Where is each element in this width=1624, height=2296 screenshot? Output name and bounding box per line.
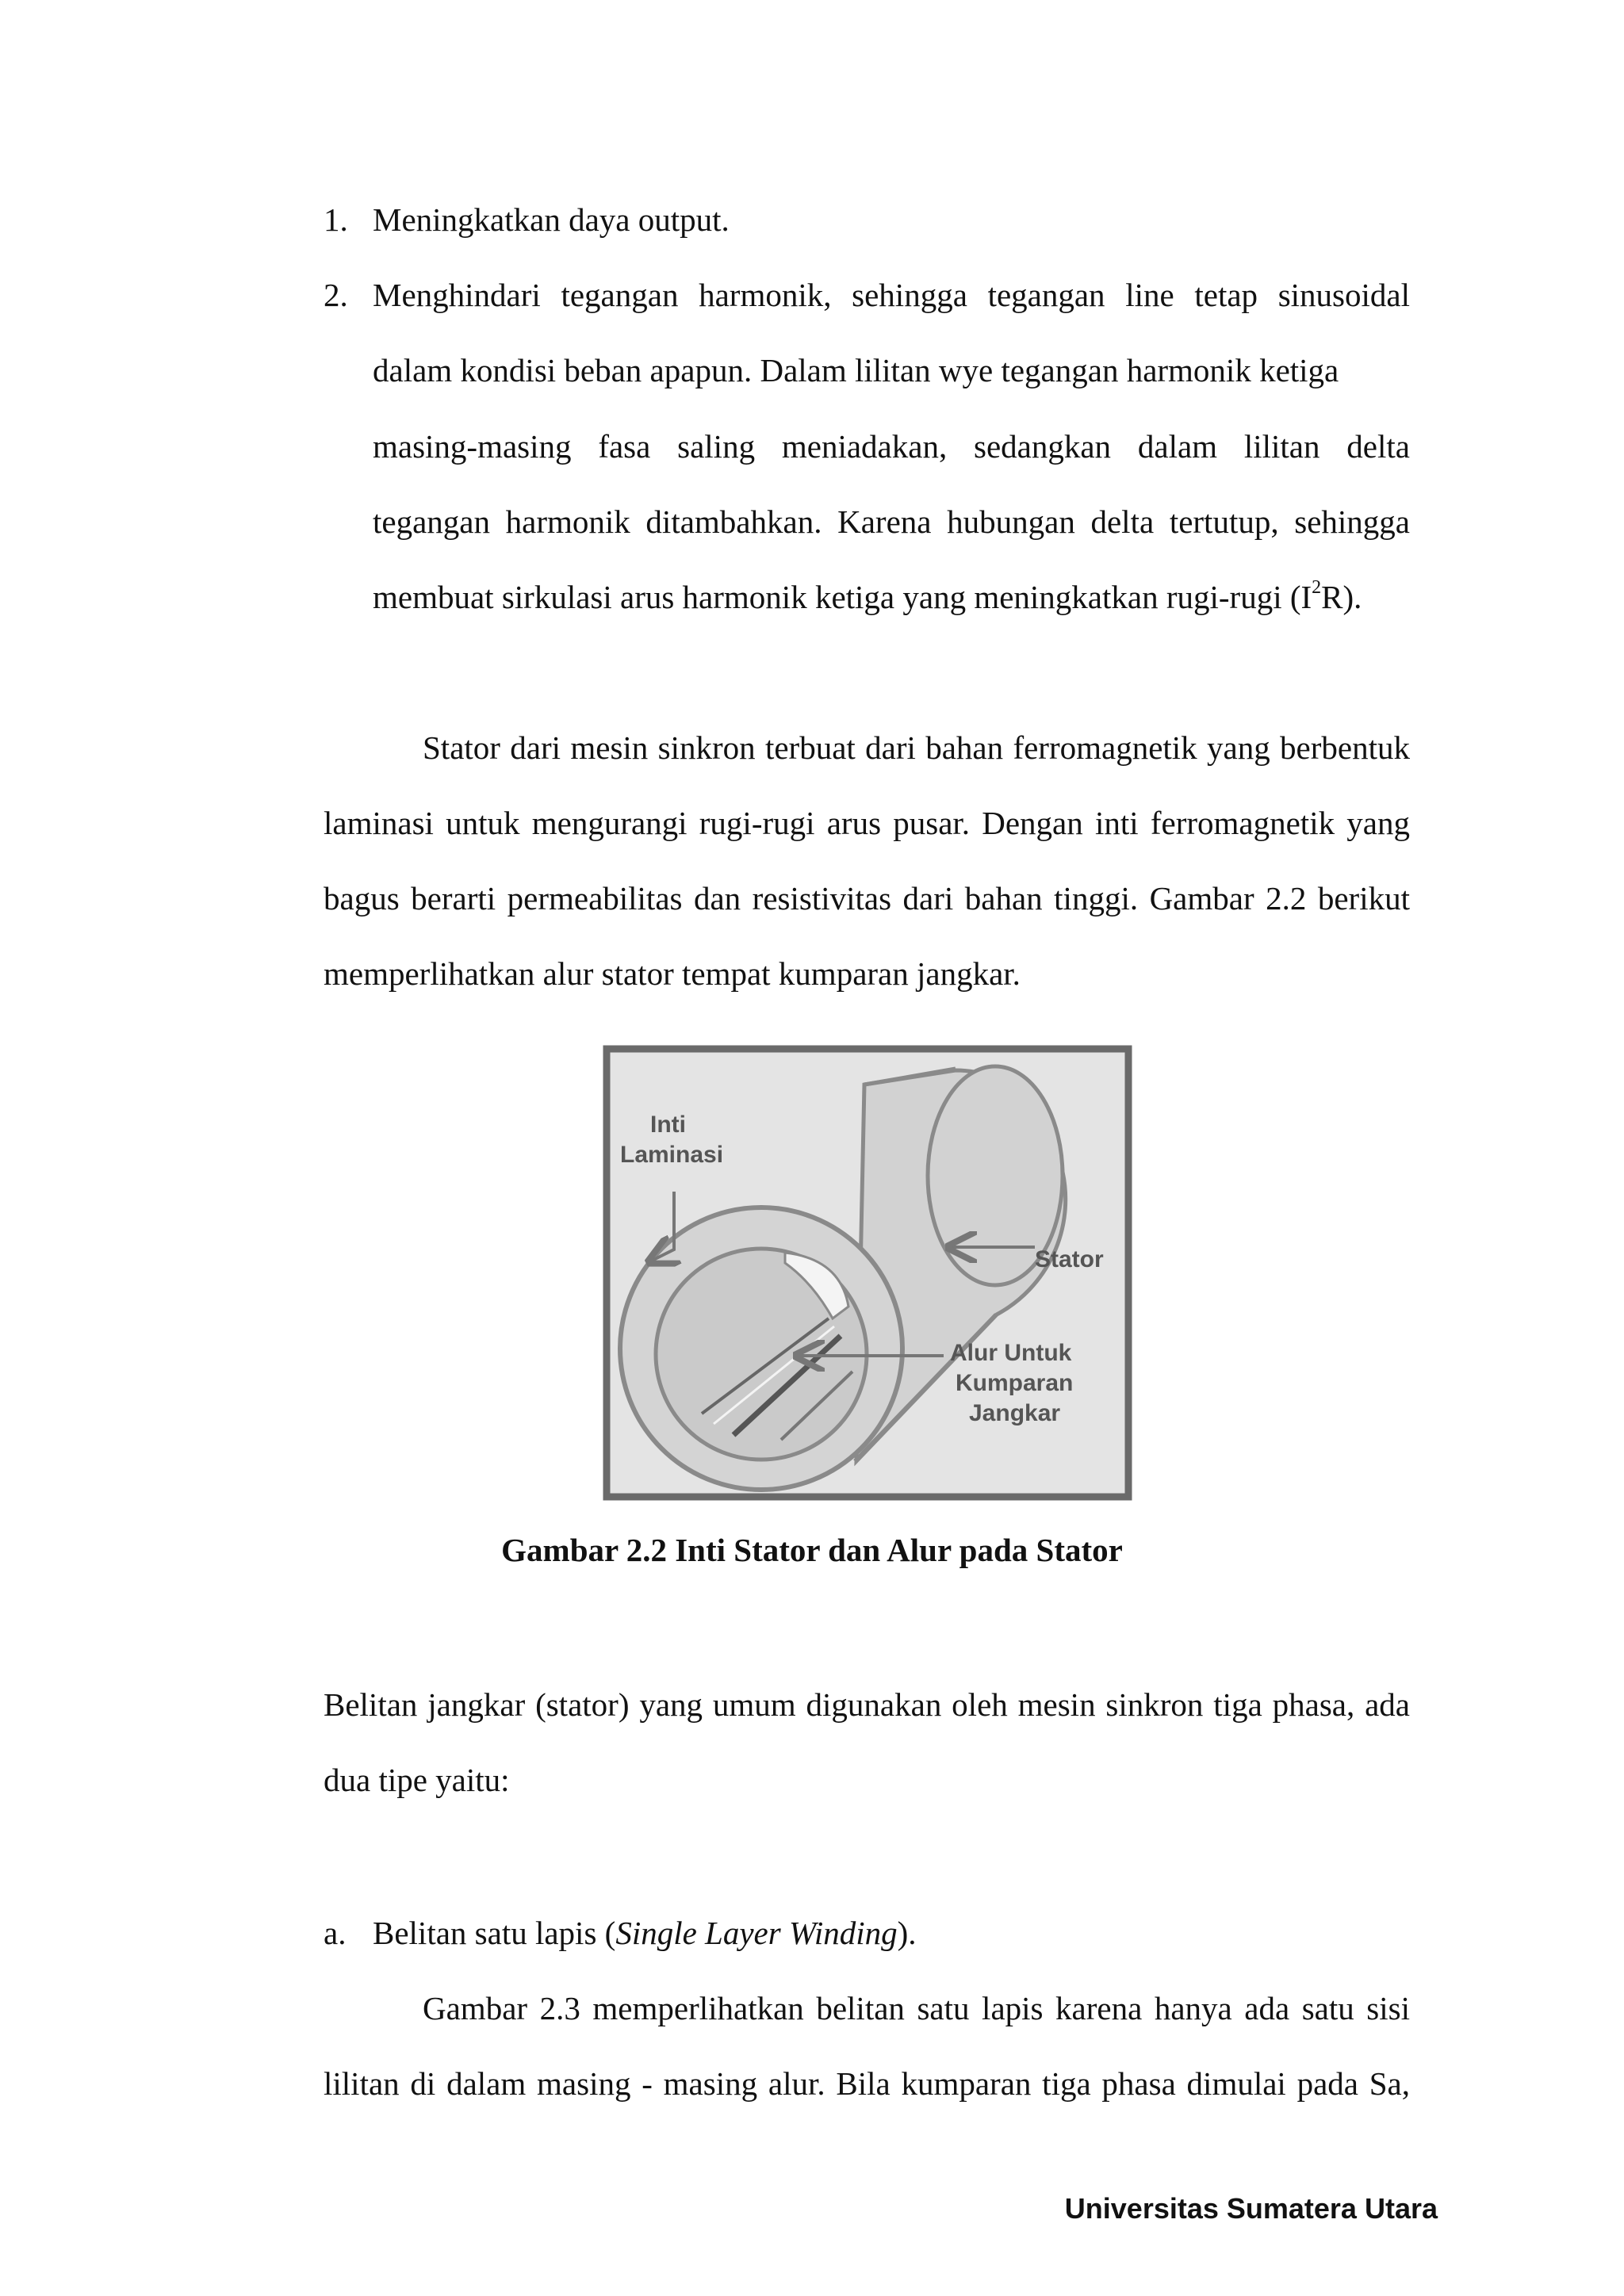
paragraph-1-line-2: laminasi untuk mengurangi rugi-rugi arus pusar. Dengan inti ferromagnetik yang bbox=[324, 805, 1410, 841]
list-marker-2: 2. bbox=[324, 277, 348, 313]
label-jangkar: Jangkar bbox=[969, 1400, 1061, 1426]
list-item-a-pre: Belitan satu lapis ( bbox=[373, 1915, 616, 1951]
list-marker-a: a. bbox=[324, 1915, 347, 1951]
label-stator: Stator bbox=[1035, 1246, 1104, 1272]
paragraph-3-line-2: lilitan di dalam masing - masing alur. Bila kumparan tiga phasa dimulai pada Sa, bbox=[324, 2065, 1410, 2102]
paragraph-1-line-1: Stator dari mesin sinkron terbuat dari bahan ferromagnetik yang berbentuk bbox=[423, 729, 1410, 766]
list-item-2-line-5-pre: membuat sirkulasi arus harmonik ketiga yang meningkatkan rugi-rugi (I bbox=[373, 579, 1312, 615]
list-item-a-post: ). bbox=[897, 1915, 917, 1951]
label-laminasi: Laminasi bbox=[620, 1142, 724, 1168]
paragraph-1-line-4: memperlihatkan alur stator tempat kumparan jangkar. bbox=[324, 955, 1021, 992]
list-item-2-line-2: dalam kondisi beban apapun. Dalam lilitan wye tegangan harmonik ketiga bbox=[373, 352, 1339, 388]
list-item-a-text bbox=[373, 1917, 917, 1950]
list-item-2-line-4: tegangan harmonik ditambahkan. Karena hubungan delta tertutup, sehingga bbox=[373, 503, 1410, 540]
label-inti: Inti bbox=[650, 1112, 686, 1138]
paragraph-3-line-1: Gambar 2.3 memperlihatkan belitan satu lapis karena hanya ada satu sisi bbox=[423, 1990, 1410, 2026]
superscript-two: 2 bbox=[1312, 577, 1322, 599]
label-kumparan: Kumparan bbox=[956, 1370, 1074, 1396]
label-alur-untuk: Alur Untuk bbox=[950, 1340, 1072, 1366]
paragraph-2-line-2: dua tipe yaitu: bbox=[324, 1762, 510, 1798]
figure-caption: Gambar 2.2 Inti Stator dan Alur pada Stator bbox=[501, 1532, 1123, 1568]
paragraph-1-line-3: bagus berarti permeabilitas dan resistivitas dari bahan tinggi. Gambar 2.2 berikut bbox=[324, 880, 1410, 916]
list-item-a-italic: Single Layer Winding bbox=[615, 1915, 898, 1951]
list-item-2-line-5 bbox=[373, 577, 1362, 615]
stator-figure bbox=[603, 1045, 1134, 1505]
list-item-2-line-5-post: R). bbox=[1321, 579, 1362, 615]
list-item-1-text: Meningkatkan daya output. bbox=[373, 201, 730, 238]
list-marker-1: 1. bbox=[324, 201, 348, 238]
list-item-2-line-1: Menghindari tegangan harmonik, sehingga tegangan line tetap sinusoidal bbox=[373, 277, 1410, 313]
list-item-2-line-3: masing-masing fasa saling meniadakan, sedangkan dalam lilitan delta bbox=[373, 428, 1410, 465]
footer-institution: Universitas Sumatera Utara bbox=[1064, 2192, 1438, 2225]
paragraph-2-line-1: Belitan jangkar (stator) yang umum digunakan oleh mesin sinkron tiga phasa, ada bbox=[324, 1686, 1410, 1723]
